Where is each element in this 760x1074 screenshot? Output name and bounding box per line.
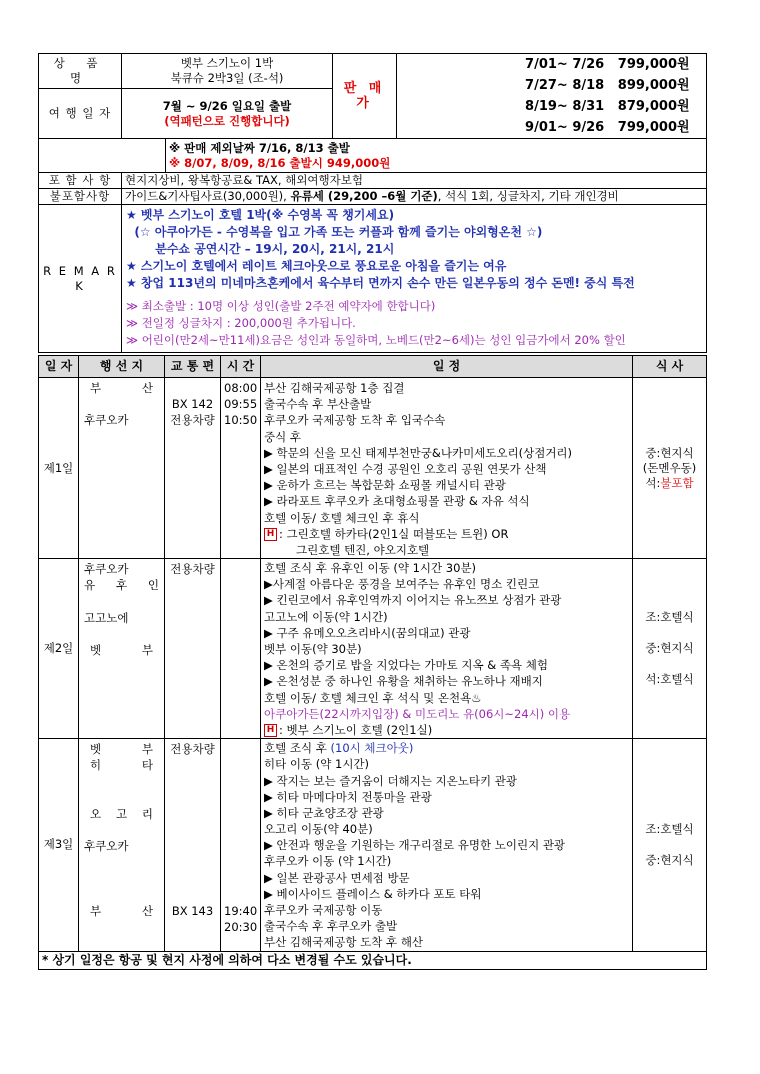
header-schedule: 일 정: [261, 356, 633, 378]
schedule-line: 출국수속 후 후쿠오카 출발: [264, 919, 398, 934]
day-schedule: [261, 739, 633, 951]
remarks: [122, 205, 707, 353]
remark-line: ★ 벳부 스기노이 호텔 1박(※ 수영복 꼭 챙기세요): [126, 208, 395, 222]
day-places: 부 산 후쿠오카: [79, 378, 165, 559]
day-places: 벳 부 히 타 오 고 리 후쿠오카 부 산: [79, 739, 165, 951]
hotel-line: H : 벳부 스기노이 호텔 (2인1실): [264, 722, 629, 738]
schedule-line: ▶ 온천의 증기로 밥을 지었다는 가마토 지옥 & 족욕 체험: [264, 658, 548, 673]
schedule-line: 호텔 이동/ 호텔 체크인 후 휴식: [264, 510, 420, 525]
day-transport: 전용차량 BX 143: [165, 739, 221, 951]
schedule-line: ▶ 히타 군쵸양조장 관광: [264, 805, 384, 820]
day-row: [39, 559, 707, 739]
schedule-line: ▶ 일본의 대표적인 수경 공원인 오호리 공원 연못가 산책: [264, 461, 547, 476]
header-day: 일 자: [39, 356, 79, 378]
travel-date-label: 여 행 일 자: [39, 89, 122, 139]
schedule-line: 후쿠오카 국제공항 이동: [264, 903, 383, 917]
header-transport: 교 통 편: [165, 356, 221, 378]
remark-line: ★ 창업 113년의 미네마츠혼케에서 육수부터 면까지 손수 만든 일본우동의 정수 돈멘! 중식 특전: [126, 276, 635, 290]
schedule-line: 호텔 조식 후 (10시 체크아웃): [264, 741, 414, 756]
schedule-line: ▶ 온천성분 중 하나인 유황을 채취하는 유노하나 재배지: [264, 674, 543, 689]
schedule-line: 오고리 이동(약 40분): [264, 822, 373, 837]
day-label: 제2일: [39, 559, 79, 739]
included-label: 포 함 사 항: [39, 173, 122, 189]
schedule-line: ▶ 일본 관광공사 면세점 방문: [264, 870, 410, 885]
schedule-line: 아쿠아가든(22시까지입장) & 미도리노 유(06시~24시) 이용: [264, 706, 571, 721]
header-place: 행 선 지: [79, 356, 165, 378]
schedule-line: 중식 후: [264, 429, 301, 444]
day-times: [221, 559, 261, 739]
remark-line: ≫ 전일정 싱글차지 : 200,000원 추가됩니다.: [126, 316, 356, 330]
schedule-line: 히타 이동 (약 1시간): [264, 757, 370, 772]
schedule-line: ▶ 라라포트 후쿠오카 초대형쇼핑몰 관광 & 자유 석식: [264, 494, 530, 509]
day-label: 제3일: [39, 739, 79, 951]
day-times: 19:40 20:30: [221, 739, 261, 951]
schedule-line: 호텔 조식 후 유후인 이동 (약 1시간 30분): [264, 561, 477, 576]
price-row: 7/27~ 8/18 899,000원: [525, 78, 690, 93]
remark-line: ★ 스기노이 호텔에서 레이트 체크아웃으로 풍요로운 아침을 즐기는 여유: [126, 259, 507, 273]
schedule-line: ▶사계절 아름다운 풍경을 보여주는 유후인 명소 킨린코: [264, 577, 540, 592]
hotel-icon: H: [264, 724, 277, 737]
schedule-line: ▶ 작지는 보는 즐거움이 더해지는 지온노타키 관광: [264, 773, 517, 788]
remark-line: 분수쇼 공연시간 – 19시, 20시, 21시, 21시: [126, 242, 395, 256]
day-transport: 전용차량: [165, 559, 221, 739]
day-meals: 조:호텔식 중:현지식: [633, 739, 707, 951]
schedule-line: 출국수속 후 부산출발: [264, 397, 372, 412]
day-transport: BX 142 전용차량: [165, 378, 221, 559]
day-schedule: [261, 559, 633, 739]
schedule-line: ▶ 구주 유메오오츠리바시(꿈의대교) 관광: [264, 625, 471, 640]
schedule-line: ▶ 히타 마메다마치 전통마을 관광: [264, 789, 432, 804]
itinerary-table: [38, 355, 707, 970]
schedule-line: ▶ 운하가 흐르는 복합문화 쇼핑몰 캐널시티 관광: [264, 478, 506, 493]
travel-date: 7월 ~ 9/26 일요일 출발 (역패턴으로 진행합니다): [122, 89, 333, 139]
hotel-icon: H: [264, 528, 277, 541]
sale-price-label: 판 매 가: [333, 54, 397, 139]
schedule-line: ▶ 학문의 신을 모신 태제부천만궁&나카미세도오리(상점거리): [264, 445, 573, 460]
schedule-line: 부산 김해국제공항 도착 후 해산: [264, 935, 424, 950]
day-times: 08:00 09:55 10:50: [221, 378, 261, 559]
remark-line: (☆ 아쿠아가든 - 수영복을 입고 가족 또는 커플과 함께 즐기는 야외형온천 ☆): [126, 225, 543, 239]
price-row: 9/01~ 9/26 799,000원: [525, 120, 690, 135]
schedule-line: 고고노에 이동(약 1시간): [264, 609, 388, 624]
schedule-line: 후쿠오카 이동 (약 1시간): [264, 854, 392, 869]
schedule-line: ▶ 베이사이드 플레이스 & 하카다 포토 타워: [264, 886, 482, 901]
day-row: [39, 378, 707, 559]
date-notes: ※ 판매 제외날짜 7/16, 8/13 출발 ※ 8/07, 8/09, 8/16 출발시 949,000원: [166, 139, 707, 173]
remark-line: ≫ 어린이(만2세~만11세)요금은 성인과 동일하며, 노베드(만2~6세)는 성인 입금가에서 20% 할인: [126, 333, 626, 347]
schedule-line: 호텔 이동/ 호텔 체크인 후 석식 및 온천욕♨: [264, 690, 482, 705]
day-places: 후쿠오카 유 후 인 고고노에 벳 부: [79, 559, 165, 739]
day-meals: 조:호텔식 중:현지식 석:호텔식: [633, 559, 707, 739]
remark-line: ≫ 최소출발 : 10명 이상 성인(출발 2주전 예약자에 한합니다): [126, 299, 436, 313]
excluded-label: 불포함사항: [39, 189, 122, 205]
header-meal: 식 사: [633, 356, 707, 378]
day-schedule: [261, 378, 633, 559]
schedule-line: 벳부 이동(약 30분): [264, 642, 362, 656]
day-row: [39, 739, 707, 951]
schedule-line: 후쿠오카 국제공항 도착 후 입국수속: [264, 413, 446, 428]
product-name: 벳부 스기노이 1박 북큐슈 2박3일 (조-석): [122, 54, 333, 89]
day-label: 제1일: [39, 378, 79, 559]
schedule-line: 부산 김해국제공항 1층 집결: [264, 381, 405, 395]
excluded-text: 가이드&기사팁사료(30,000원), 유류세 (29,200 –6월 기준), 석식 1회, 싱글차지, 기타 개인경비: [122, 189, 707, 205]
footnote: * 상기 일정은 항공 및 현지 사정에 의하여 다소 변경될 수도 있습니다.: [39, 951, 707, 969]
included-text: 현지지상비, 왕복항공료& TAX, 해외여행자보험: [122, 173, 707, 189]
schedule-line: ▶ 킨린코에서 유후인역까지 이어지는 유노쯔보 상점가 관광: [264, 593, 562, 608]
product-label: 상 품 명: [39, 54, 122, 89]
remark-label: R E M A R K: [39, 205, 122, 353]
price-row: 7/01~ 7/26 799,000원: [525, 57, 690, 72]
price-list: [397, 54, 707, 139]
day-meals: 중:현지식 (돈멘우동) 석:불포함: [633, 378, 707, 559]
hotel-line: H : 그린호텔 하카타(2인1실 떠블또는 트윈) OR: [264, 526, 629, 542]
schedule-line: ▶ 안전과 행운을 기원하는 개구리절로 유명한 노이린지 관광: [264, 838, 566, 853]
price-row: 8/19~ 8/31 879,000원: [525, 99, 690, 114]
summary-table: [38, 53, 707, 353]
hotel-line: 그린호텔 텐진, 야오지호텔: [296, 542, 430, 557]
header-time: 시 간: [221, 356, 261, 378]
